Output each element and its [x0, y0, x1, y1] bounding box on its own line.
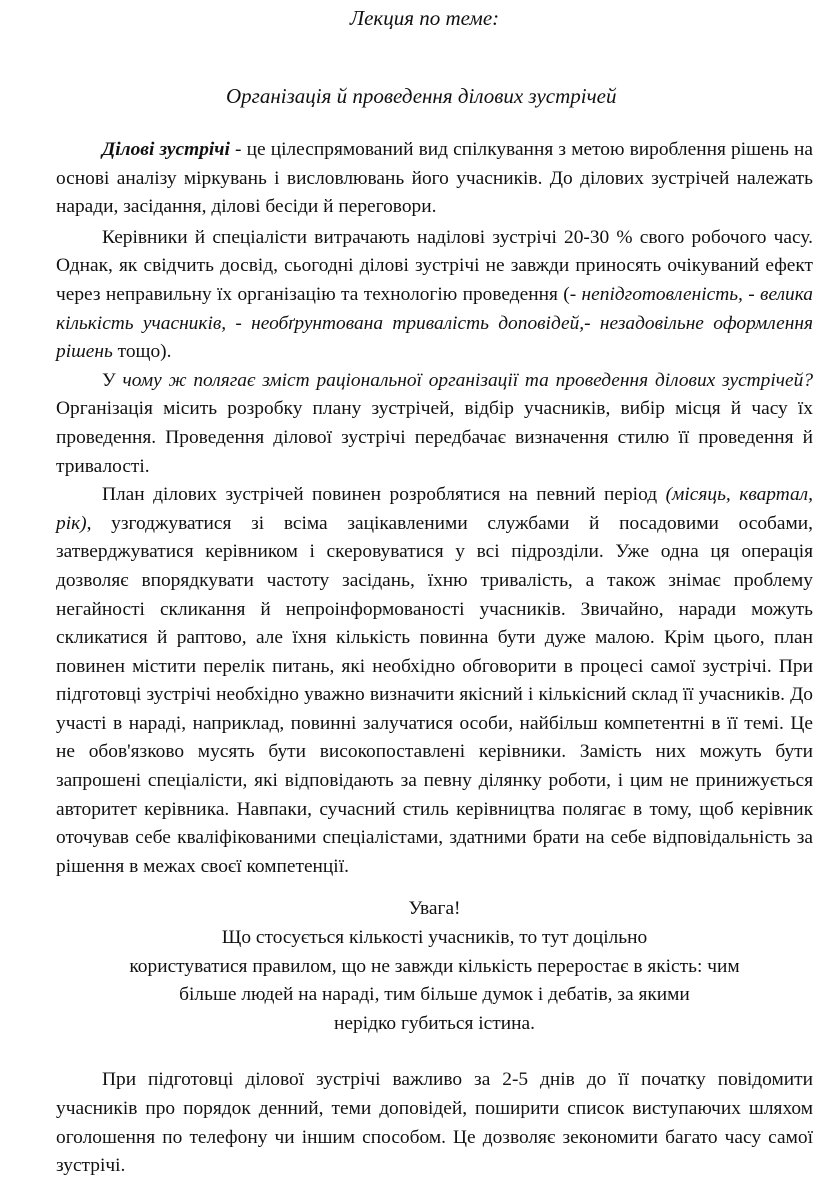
- document-body: [56, 136, 813, 1181]
- defined-term: Ділові зустрічі: [102, 139, 230, 160]
- paragraph-preparation: При підготовці ділової зустрічі важливо за 2-5 днів до її початку повідомити учасників про порядок денний, теми доповідей, поширити список виступаючих шляхом оголошення по телефону чи іншим способом. Це дозволяє зекономити багато часу самої зустрічі.: [56, 1069, 813, 1177]
- notice-line: користуватися правилом, що не завжди кількість переростає в якість: чим: [129, 955, 740, 977]
- paragraph-text: , узгоджуватися зі всіма зацікавленими службами й посадовими особами, затверджуватися керівником і скеровуватися у всі підрозділи. Уже одна ця операція дозволяє впорядкувати частоту засідань, їхню тривалість, а також знімає проблему негайності скликання й непроінформованості учасників. Звичайно, наради можуть скликатися й раптово, але їхня кількість повинна бути дуже малою. Крім цього, план повинен містити перелік питань, які необхідно обговорити в процесі самої зустрічі. При підготовці зустрічі необхідно уважно визначити якісний і кількісний склад її учасників. До участі в нараді, наприклад, повинні залучатися особи, найбільш компетентні в її темі. Це не обов'язково мусять бути високопоставлені керівники. Замість них можуть бути запрошені спеціалісти, які відповідають за певну ділянку роботи, і цим не принижується авторитет керівника. Навпаки, сучасний стиль керівництва полягає в тому, щоб керівник оточував себе кваліфікованими спеціалістами, здатними брати на себе відповідальність за рішення в межах своєї компетенції.: [56, 512, 813, 877]
- problems-list: непідготовленість, - велика кількість учасників, - необґрунтована тривалість доповідей,- незадовільне оформлення рішень: [56, 283, 814, 363]
- notice-line: нерідко губиться істина.: [334, 1012, 535, 1034]
- definition-text: - це цілеспрямований вид спілкування з метою вироблення рішень на основі аналізу міркувань і висловлювань його учасників. До ділових зустрічей належать наради, засідання, ділові бесіди й переговори.: [56, 139, 813, 218]
- plan-period: (місяць, квартал, рік): [56, 484, 813, 534]
- paragraph-text: План ділових зустрічей повинен розроблятися на певний період: [102, 484, 666, 506]
- lecture-label: Лекция по теме:: [349, 6, 500, 30]
- paragraph-definition: [56, 136, 813, 222]
- paragraph-text: Керівники й спеціалісти витрачають наділові зустрічі 20-30 % свого робочого часу. Однак, як свідчить досвід, сьогодні ділові зустрічі не завжди приносять очікуваний ефект через неправильну їх організацію та технологію проведення (-: [56, 226, 813, 305]
- paragraph-text: Організація місить розробку плану зустрічей, відбір учасників, вибір місця й часу їх проведення. Проведення ділової зустрічі передбачає визначення стилю її проведення й тривалості.: [56, 398, 813, 477]
- lecture-topic: Організація й проведення ділових зустрічей: [226, 84, 617, 108]
- notice-line: Що стосується кількості учасників, то тут доцільно: [221, 927, 648, 949]
- paragraph-text: У: [102, 369, 123, 391]
- paragraph-meeting-plan: [56, 481, 813, 881]
- key-question: чому ж полягає зміст раціональної організації та проведення ділових зустрічей?: [122, 369, 814, 391]
- notice-block: [56, 895, 813, 1038]
- paragraph-text: тощо).: [112, 341, 172, 363]
- paragraph-organization: [56, 367, 813, 481]
- notice-line: більше людей на нараді, тим більше думок і дебатів, за якими: [179, 984, 690, 1006]
- notice-title: Увага!: [408, 898, 461, 920]
- paragraph-time-spent: [56, 224, 813, 367]
